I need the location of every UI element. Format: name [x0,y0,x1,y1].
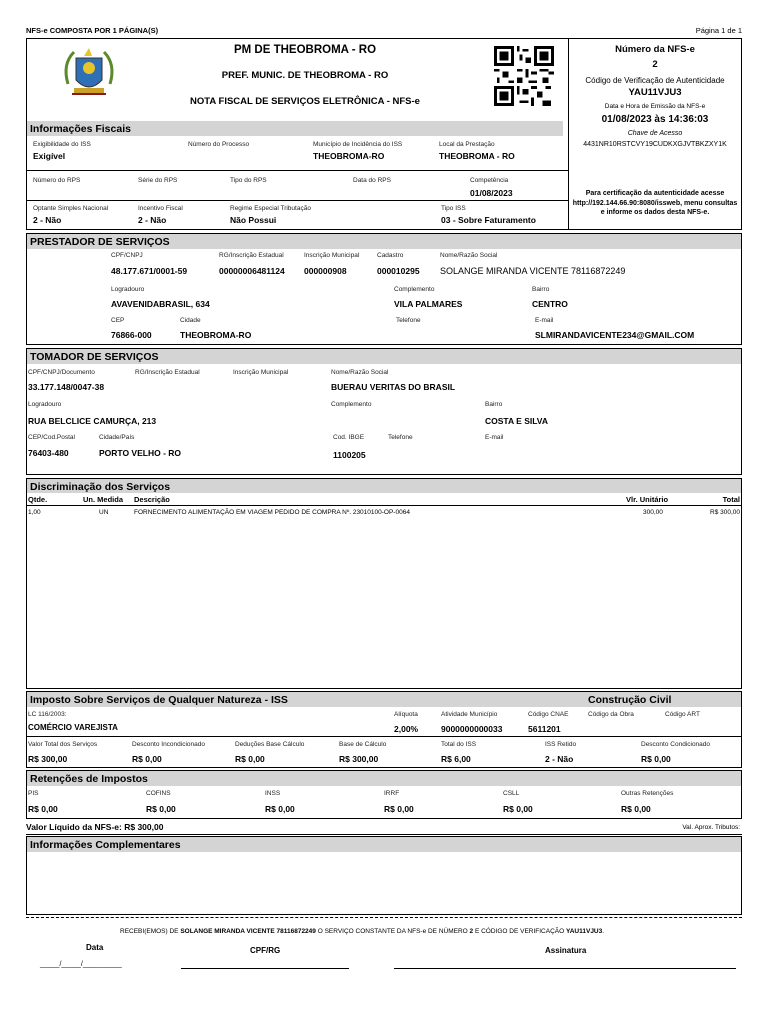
customer-cep-label: CEP/Cod.Postal [28,434,75,441]
provider-phone-label: Telefone [396,317,421,324]
verification-label: Código de Verificação de Autenticidade [585,76,725,85]
col-qty-header: Qtde. [28,495,48,504]
iss-withheld-label: ISS Retido [545,741,577,748]
item-unit: UN [99,509,109,516]
provider-city: THEOBROMA-RO [180,330,252,340]
emission-label: Data e Hora de Emissão da NFS-e [604,103,706,110]
provider-complement-label: Complemento [394,286,435,293]
incentive-value: 2 - Não [138,215,167,225]
cnae-value: 5611201 [528,724,561,734]
iss-withheld-value: 2 - Não [545,754,574,764]
municipality-title: PM DE THEOBROMA - RO [233,44,377,56]
inss-label: INSS [265,790,281,797]
customer-city: PORTO VELHO - RO [99,448,182,458]
tax-base-value: R$ 300,00 [339,754,379,764]
emission-datetime: 01/08/2023 às 14:36:03 [601,114,709,125]
iss-type-value: 03 - Sobre Faturamento [441,215,536,225]
provider-ie: 00000006481124 [219,266,285,276]
conditional-discount-label: Desconto Condicionado [641,741,711,748]
lc-value: COMÉRCIO VAREJISTA [28,723,118,732]
customer-im-label: Inscrição Municipal [233,369,289,376]
pis-label: PIS [28,790,39,797]
activity-label: Atividade Município [441,711,498,718]
rate-label: Alíquota [394,711,418,718]
page-indicator: Página 1 de 1 [695,26,742,35]
provider-district: CENTRO [532,299,568,309]
provider-ie-label: RG/Inscrição Estadual [219,252,284,259]
provider-city-label: Cidade [180,317,201,324]
incidence-label: Município de Incidência do ISS [313,141,403,148]
incidence-value: THEOBROMA-RO [313,151,385,161]
provider-complement: VILA PALMARES [394,299,463,309]
iss-total-label: Total do ISS [441,741,477,748]
item-qty: 1,00 [28,509,41,516]
customer-doc: 33.177.148/0047-38 [28,382,105,392]
receipt-code: YAU11VJU3 [565,928,603,935]
services-section-title: Discriminação dos Serviços [27,479,741,493]
iss-total-value: R$ 6,00 [441,754,471,764]
receipt-cpf-label: CPF/RG [250,946,281,955]
unconditional-discount-label: Desconto Incondicionado [132,741,205,748]
competence-label: Competência [470,177,509,184]
access-key: 4431NR10RSTCVY19CUDKXGJVTBKZXY1K [583,141,727,148]
coat-of-arms-logo [58,44,120,106]
prefecture-title: PREF. MUNIC. DE THEOBROMA - RO [221,70,389,81]
unconditional-discount-value: R$ 0,00 [132,754,162,764]
customer-district: COSTA E SILVA [485,416,548,426]
service-location-label: Local da Prestação [439,141,495,148]
customer-email-label: E-mail [485,434,504,441]
provider-section-title: PRESTADOR DE SERVIÇOS [27,234,741,249]
receipt-part-1: RECEBI(EMOS) DE [120,928,181,935]
col-desc-header: Descrição [134,495,170,504]
regime-label: Regime Especial Tributação [230,205,311,212]
customer-section-title: TOMADOR DE SERVIÇOS [27,349,741,364]
col-total-header: Total [722,495,740,504]
item-total: R$ 300,00 [710,509,740,516]
customer-phone-label: Telefone [388,434,413,441]
net-value: Valor Líquido da NFS-e: R$ 300,00 [26,822,164,832]
iss-type-label: Tipo ISS [441,205,466,212]
iss-title-text: Imposto Sobre Serviços de Qualquer Natureza - ISS [30,694,288,706]
work-code-label: Código da Obra [588,711,634,718]
exigibility-value: Exigível [33,151,66,161]
tax-base-label: Base de Cálculo [339,741,387,748]
csll-value: R$ 0,00 [503,804,533,814]
fiscal-section-title: Informações Fiscais [27,121,563,136]
nfse-number: 2 [652,59,658,70]
other-withholdings-value: R$ 0,00 [621,804,651,814]
col-unit-header: Un. Medida [83,495,124,504]
customer-district-label: Bairro [485,401,503,408]
verification-code: YAU11VJU3 [628,87,682,98]
receipt-cpf-line [181,968,349,969]
composition-note: NFS-e COMPOSTA POR 1 PÁGINA(S) [26,26,159,35]
provider-cnpj-label: CPF/CNPJ [111,252,143,259]
activity-value: 9000000000033 [441,724,503,734]
receipt-part-4: . [602,928,605,935]
access-key-label: Chave de Acesso [627,130,683,137]
customer-ibge: 1100205 [333,450,366,460]
receipt-part-3: E CÓDIGO DE VERIFICAÇÃO [473,928,566,935]
inss-value: R$ 0,00 [265,804,295,814]
receipt-date-field: _____/_____/__________ [40,961,122,968]
customer-ibge-label: Cod. IBGE [333,434,365,441]
cofins-value: R$ 0,00 [146,804,176,814]
provider-email-label: E-mail [535,317,554,324]
provider-name-label: Nome/Razão Social [440,252,498,259]
cut-line [26,917,742,918]
simples-label: Optante Simples Nacional [33,205,109,212]
csll-label: CSLL [503,790,520,797]
total-services-value: R$ 300,00 [28,754,68,764]
civil-construction-title: Construção Civil [588,694,672,706]
provider-cep-label: CEP [111,317,125,324]
competence-value: 01/08/2023 [470,188,513,198]
incentive-label: Incentivo Fiscal [138,205,183,212]
provider-cnpj: 48.177.671/0001-59 [111,266,188,276]
provider-name: SOLANGE MIRANDA VICENTE 78116872249 [440,266,626,276]
rps-type-label: Tipo do RPS [230,177,267,184]
conditional-discount-value: R$ 0,00 [641,754,671,764]
exigibility-label: Exigibilidade do ISS [33,141,91,148]
nfse-number-label: Número da NFS-e [615,44,695,55]
receipt-text [120,928,680,935]
qr-code [494,46,554,106]
complementary-section-title: Informações Complementares [27,837,741,852]
customer-name-label: Nome/Razão Social [331,369,389,376]
provider-im: 000000908 [304,266,347,276]
lc-label: LC 116/2003: [28,711,67,718]
provider-district-label: Bairro [532,286,550,293]
customer-cep: 76403-480 [28,448,69,458]
provider-email: SLMIRANDAVICENTE234@GMAIL.COM [535,330,695,340]
cnae-label: Código CNAE [528,711,569,718]
approx-taxes-label: Val. Aprox. Tributos: [682,824,740,831]
item-unit-price: 300,00 [643,509,663,516]
item-description: FORNECIMENTO ALIMENTAÇÃO EM VIAGEM PEDIDO DE COMPRA Nº. 23010100-OP-0064 [134,509,410,516]
receipt-signature-line [394,968,736,969]
art-code-label: Código ART [665,711,700,718]
rate-value: 2,00% [394,724,419,734]
simples-value: 2 - Não [33,215,62,225]
other-withholdings-label: Outras Retenções [621,790,674,797]
certification-note: Para certificação da autenticidade acesse http://192.144.66.90:8080/issweb, menu consultas e informe os dados desta NFS-e. [572,190,738,216]
document-title: NOTA FISCAL DE SERVIÇOS ELETRÔNICA - NFS-e [190,96,420,107]
irrf-label: IRRF [384,790,400,797]
withholdings-section-title: Retenções de Impostos [27,771,741,786]
irrf-value: R$ 0,00 [384,804,414,814]
customer-name: BUERAU VERITAS DO BRASIL [331,382,456,392]
cofins-label: COFINS [146,790,171,797]
customer-street: RUA BELCLICE CAMURÇA, 213 [28,416,157,426]
rps-number-label: Número do RPS [33,177,81,184]
rps-date-label: Data do RPS [353,177,391,184]
customer-city-label: Cidade/País [99,434,135,441]
service-location-value: THEOBROMA - RO [439,151,515,161]
customer-complement-label: Complemento [331,401,372,408]
process-label: Número do Processo [188,141,250,148]
total-services-label: Valor Total dos Serviços [28,741,98,748]
customer-street-label: Logradouro [28,401,62,408]
regime-value: Não Possui [230,215,277,225]
provider-street-label: Logradouro [111,286,145,293]
receipt-provider-name: SOLANGE MIRANDA VICENTE 78116872249 [180,928,316,935]
customer-doc-label: CPF/CNPJ/Documento [28,369,95,376]
table-row [26,509,742,519]
provider-cep: 76866-000 [111,330,152,340]
customer-ie-label: RG/Inscrição Estadual [135,369,200,376]
provider-street: AVAVENIDABRASIL, 634 [111,299,210,309]
receipt-signature-label: Assinatura [545,946,587,955]
provider-registry-label: Cadastro [377,252,404,259]
receipt-number: 2 [469,928,474,935]
receipt-part-2: O SERVIÇO CONSTANTE DA NFS-e DE NÚMERO [315,928,470,935]
pis-value: R$ 0,00 [28,804,58,814]
col-price-header: Vlr. Unitário [626,495,669,504]
deductions-label: Deduções Base Cálculo [235,741,305,748]
provider-registry: 000010295 [377,266,420,276]
rps-series-label: Série do RPS [138,177,178,184]
provider-im-label: Inscrição Municipal [304,252,360,259]
deductions-value: R$ 0,00 [235,754,265,764]
receipt-date-label: Data [86,943,104,952]
